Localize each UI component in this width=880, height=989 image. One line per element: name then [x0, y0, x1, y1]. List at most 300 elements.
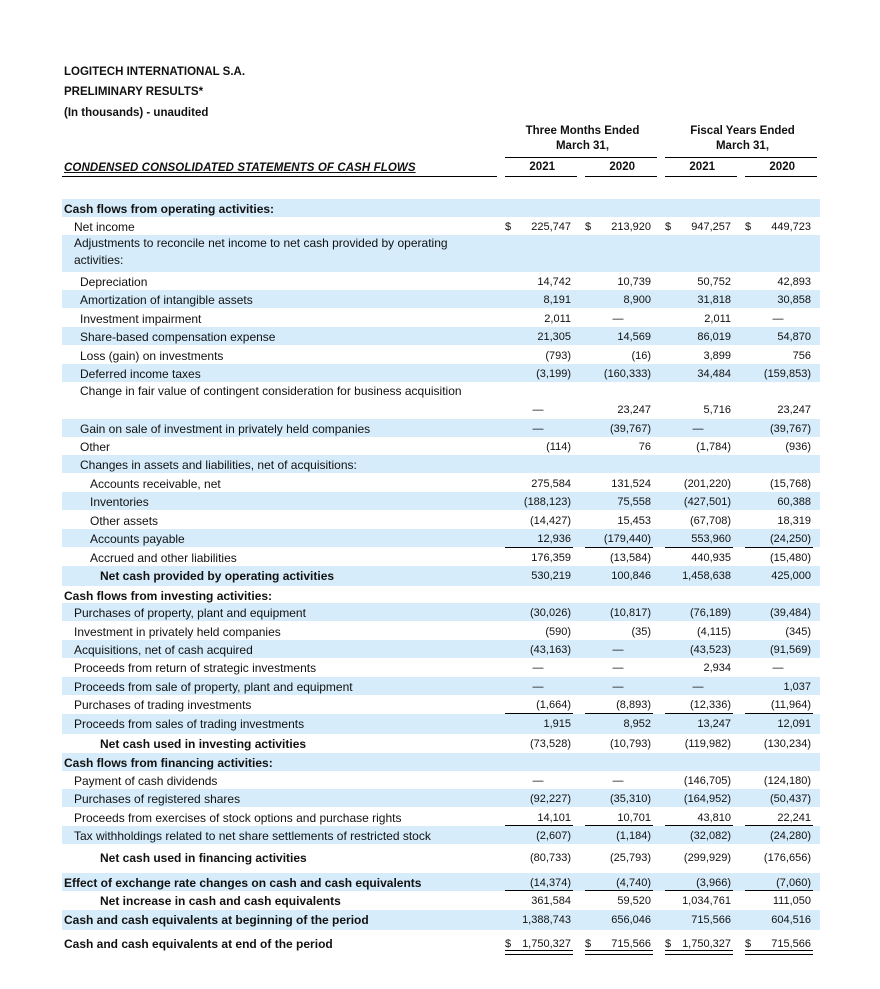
value-cell [505, 793, 571, 805]
currency-symbol: $ [585, 221, 592, 233]
value-cell [665, 552, 731, 564]
value-text: (35) [631, 626, 651, 638]
double-underline [505, 950, 573, 955]
value-cell [665, 294, 731, 306]
row-label: Change in fair value of contingent consideration for business acquisition [80, 384, 462, 398]
value-cell [665, 852, 731, 864]
row-label: Net cash used in investing activities [100, 737, 307, 751]
value-text: (39,484) [770, 607, 811, 619]
value-cell [745, 775, 811, 787]
header-rule [665, 176, 737, 177]
value-text: (793) [545, 350, 571, 362]
value-cell [745, 607, 811, 619]
value-text: (146,705) [683, 775, 731, 787]
value-cell [585, 644, 651, 656]
subtotal-rule [505, 713, 573, 714]
value-cell [745, 699, 811, 711]
value-cell [585, 738, 651, 750]
double-underline [745, 950, 813, 955]
value-text: (92,227) [530, 793, 571, 805]
row-label: Accrued and other liabilities [90, 551, 237, 565]
row-label: Proceeds from sales of trading investments [74, 717, 305, 731]
value-cell [665, 914, 731, 926]
value-text: 604,516 [771, 914, 811, 926]
value-text: (14,374) [530, 877, 571, 889]
value-text: 21,305 [537, 331, 571, 343]
value-text: 225,747 [531, 221, 571, 233]
value-cell [505, 830, 571, 842]
value-cell [505, 368, 571, 380]
value-cell [505, 533, 571, 545]
value-cell [665, 718, 731, 730]
value-cell [745, 441, 811, 453]
row-label: Investment in privately held companies [74, 625, 281, 639]
value-text: (11,964) [770, 699, 811, 711]
value-text: (188,123) [523, 496, 571, 508]
value-text: (114) [546, 441, 571, 453]
value-text: 10,739 [617, 276, 651, 288]
row-label: Other [80, 440, 111, 454]
value-cell [665, 368, 731, 380]
value-text: — [532, 681, 544, 693]
value-cell [665, 662, 731, 674]
value-cell [505, 852, 571, 864]
subtotal-rule [665, 547, 733, 548]
table-row [62, 586, 820, 604]
value-text: 34,484 [697, 368, 731, 380]
value-text: (39,767) [610, 423, 651, 435]
row-label: Net cash used in financing activities [100, 851, 307, 865]
value-cell [505, 644, 571, 656]
row-label: Loss (gain) on investments [80, 349, 224, 363]
value-text: (4,115) [696, 626, 731, 638]
value-text: — [532, 662, 544, 674]
value-text: — [532, 775, 544, 787]
value-text: (124,180) [763, 775, 811, 787]
value-text: 14,569 [617, 331, 651, 343]
value-text: (159,853) [763, 368, 811, 380]
header-rule [585, 176, 657, 177]
row-label: Payment of cash dividends [74, 774, 218, 788]
value-cell [745, 738, 811, 750]
year-header: 2021 [529, 161, 555, 173]
year-header: 2021 [689, 161, 715, 173]
value-cell [505, 662, 571, 674]
value-cell [665, 895, 731, 907]
value-text: 111,050 [772, 895, 811, 907]
total-rule [745, 890, 813, 891]
row-label: Depreciation [80, 275, 148, 289]
value-text: 18,319 [777, 515, 811, 527]
value-text: — [532, 404, 544, 416]
value-cell [745, 877, 811, 889]
value-text: 60,388 [777, 496, 811, 508]
value-text: 10,701 [617, 812, 651, 824]
value-text: (12,336) [690, 699, 731, 711]
value-text: (13,584) [610, 552, 651, 564]
row-label: Gain on sale of investment in privately held companies [80, 422, 371, 436]
value-cell [585, 570, 651, 582]
value-text: (15,768) [770, 478, 811, 490]
row-label: Accounts payable [90, 532, 185, 546]
value-cell [745, 313, 811, 325]
value-cell [505, 738, 571, 750]
value-cell [585, 478, 651, 490]
value-text: (16) [631, 350, 651, 362]
value-cell [745, 852, 811, 864]
value-text: (24,280) [770, 830, 811, 842]
value-cell [585, 368, 651, 380]
value-text: (32,082) [690, 830, 731, 842]
value-text: 425,000 [771, 570, 811, 582]
value-cell [745, 478, 811, 490]
value-text: (130,234) [763, 738, 811, 750]
currency-symbol: $ [665, 221, 672, 233]
value-text: (345) [785, 626, 811, 638]
year-header: 2020 [609, 161, 635, 173]
subtotal-rule [585, 825, 653, 826]
value-text: (24,250) [770, 533, 811, 545]
subtotal-rule [585, 713, 653, 714]
value-text: 1,034,761 [682, 895, 731, 907]
year-header: 2020 [769, 161, 795, 173]
value-text: (427,501) [683, 496, 731, 508]
value-cell [745, 662, 811, 674]
value-cell [505, 313, 571, 325]
value-cell [505, 515, 571, 527]
value-cell [665, 775, 731, 787]
value-cell [665, 496, 731, 508]
value-cell [745, 812, 811, 824]
value-cell [745, 793, 811, 805]
value-text: 756 [792, 350, 811, 362]
currency-symbol: $ [745, 938, 752, 950]
value-text: (73,528) [530, 738, 571, 750]
double-underline [585, 950, 653, 955]
value-cell [665, 626, 731, 638]
value-cell [505, 877, 571, 889]
value-text: 3,899 [703, 350, 731, 362]
value-cell [745, 423, 811, 435]
value-text: 15,453 [617, 515, 651, 527]
value-cell [585, 496, 651, 508]
group-underline [505, 157, 657, 158]
row-label: Purchases of trading investments [74, 698, 252, 712]
row-label: Effect of exchange rate changes on cash and cash equivalents [64, 876, 422, 890]
value-text: — [692, 681, 704, 693]
row-label: Cash flows from financing activities: [64, 756, 273, 770]
value-text: (10,817) [610, 607, 651, 619]
value-cell [665, 681, 731, 693]
value-cell [585, 775, 651, 787]
value-text: 12,091 [777, 718, 811, 730]
value-cell [505, 294, 571, 306]
subtotal-rule [665, 825, 733, 826]
value-cell [585, 662, 651, 674]
value-text: 23,247 [617, 404, 651, 416]
company-name: LOGITECH INTERNATIONAL S.A. [64, 66, 246, 78]
value-cell [745, 552, 811, 564]
row-label: Investment impairment [80, 312, 202, 326]
value-text: 76 [638, 441, 651, 453]
row-label: Proceeds from sale of property, plant and equipment [74, 680, 353, 694]
value-cell [665, 441, 731, 453]
value-cell [745, 496, 811, 508]
value-cell [505, 681, 571, 693]
units-note: (In thousands) - unaudited [64, 107, 209, 119]
value-cell [505, 938, 571, 950]
value-text: 1,915 [543, 718, 571, 730]
value-text: 176,359 [531, 552, 571, 564]
value-cell [745, 368, 811, 380]
value-text: (8,893) [616, 699, 651, 711]
value-cell [585, 699, 651, 711]
value-cell [585, 423, 651, 435]
value-cell [745, 895, 811, 907]
value-cell [505, 478, 571, 490]
value-text: — [612, 662, 624, 674]
subtotal-rule [745, 547, 813, 548]
value-cell [665, 938, 731, 950]
value-cell [505, 423, 571, 435]
value-text: 54,870 [777, 331, 811, 343]
value-text: (80,733) [530, 852, 571, 864]
value-cell [745, 294, 811, 306]
value-text: (176,656) [763, 852, 811, 864]
table-row [62, 235, 820, 272]
row-label: Purchases of property, plant and equipment [74, 606, 306, 620]
value-cell [665, 515, 731, 527]
value-cell [665, 350, 731, 362]
value-text: 59,520 [617, 895, 651, 907]
subtotal-rule [745, 713, 813, 714]
value-text: 22,241 [777, 812, 811, 824]
value-cell [505, 812, 571, 824]
value-text: (164,952) [683, 793, 731, 805]
value-cell [745, 221, 811, 233]
value-text: 14,101 [537, 812, 571, 824]
value-cell [585, 812, 651, 824]
value-cell [585, 276, 651, 288]
value-cell [665, 404, 731, 416]
value-text: (10,793) [610, 738, 651, 750]
value-cell [585, 313, 651, 325]
value-cell [745, 515, 811, 527]
value-cell [585, 793, 651, 805]
currency-symbol: $ [505, 221, 512, 233]
value-cell [505, 718, 571, 730]
value-text: 213,920 [611, 221, 651, 233]
row-label: Purchases of registered shares [74, 792, 241, 806]
value-text: — [612, 644, 624, 656]
value-cell [505, 221, 571, 233]
total-rule [585, 890, 653, 891]
value-cell [505, 496, 571, 508]
subtotal-rule [505, 825, 573, 826]
value-cell [585, 515, 651, 527]
value-text: (76,189) [690, 607, 731, 619]
value-text: 8,952 [623, 718, 651, 730]
value-cell [745, 350, 811, 362]
value-text: (7,060) [776, 877, 811, 889]
row-label: Net increase in cash and cash equivalents [100, 894, 341, 908]
value-text: 14,742 [537, 276, 571, 288]
value-cell [745, 830, 811, 842]
value-text: 715,566 [611, 938, 651, 950]
value-text: 361,584 [531, 895, 571, 907]
value-cell [665, 830, 731, 842]
subtotal-rule [505, 547, 573, 548]
value-text: (179,440) [603, 533, 651, 545]
total-rule [505, 890, 573, 891]
value-text: (1,784) [696, 441, 731, 453]
value-cell [585, 895, 651, 907]
row-label: Cash flows from investing activities: [64, 589, 273, 603]
value-cell [745, 331, 811, 343]
value-cell [745, 533, 811, 545]
value-cell [585, 552, 651, 564]
group-underline [665, 157, 817, 158]
value-text: 947,257 [691, 221, 731, 233]
row-label: Accounts receivable, net [90, 477, 221, 491]
value-cell [585, 626, 651, 638]
value-text: 2,011 [544, 313, 571, 325]
table-row [62, 199, 820, 217]
value-cell [665, 276, 731, 288]
value-cell [585, 294, 651, 306]
value-cell [585, 404, 651, 416]
value-cell [585, 221, 651, 233]
value-text: 530,219 [531, 570, 571, 582]
statement-title: CONDENSED CONSOLIDATED STATEMENTS OF CASH FLOWS [64, 162, 416, 174]
value-text: — [532, 423, 544, 435]
value-text: 42,893 [777, 276, 811, 288]
value-cell [745, 404, 811, 416]
value-cell [745, 914, 811, 926]
value-cell [585, 607, 651, 619]
value-text: (201,220) [683, 478, 731, 490]
header-rule [62, 176, 497, 177]
value-cell [585, 718, 651, 730]
value-text: 43,810 [697, 812, 731, 824]
value-text: 5,716 [703, 404, 731, 416]
value-text: 553,960 [691, 533, 731, 545]
header-rule [745, 176, 817, 177]
value-text: (936) [785, 441, 811, 453]
value-cell [585, 350, 651, 362]
value-text: — [772, 662, 784, 674]
value-cell [505, 331, 571, 343]
double-underline [665, 950, 733, 955]
value-text: 30,858 [777, 294, 811, 306]
value-cell [665, 644, 731, 656]
value-text: 275,584 [531, 478, 571, 490]
value-cell [665, 812, 731, 824]
value-text: 1,037 [783, 681, 811, 693]
value-text: 1,388,743 [522, 914, 571, 926]
value-text: (2,607) [536, 830, 571, 842]
row-label: Net cash provided by operating activities [100, 569, 335, 583]
value-cell [505, 552, 571, 564]
value-text: (1,664) [536, 699, 571, 711]
value-text: — [612, 775, 624, 787]
value-text: 100,846 [611, 570, 651, 582]
row-label: Proceeds from return of strategic investments [74, 661, 317, 675]
row-label: Cash and cash equivalents at beginning of the period [64, 913, 369, 927]
value-cell [505, 404, 571, 416]
value-cell [585, 331, 651, 343]
value-text: — [692, 423, 704, 435]
value-cell [505, 775, 571, 787]
value-text: 2,011 [704, 313, 731, 325]
value-text: (119,982) [684, 738, 731, 750]
value-cell [665, 313, 731, 325]
column-group-label: Three Months Ended [525, 125, 640, 137]
value-text: (91,569) [770, 644, 811, 656]
value-text: (50,437) [770, 793, 811, 805]
value-text: (14,427) [530, 515, 571, 527]
value-cell [665, 570, 731, 582]
value-text: — [612, 681, 624, 693]
value-cell [665, 221, 731, 233]
value-text: 23,247 [777, 404, 811, 416]
value-text: (1,184) [616, 830, 651, 842]
row-label: Inventories [90, 495, 149, 509]
value-text: 50,752 [697, 276, 731, 288]
column-group-fiscal-years [665, 125, 820, 152]
value-cell [585, 533, 651, 545]
row-label: Cash flows from operating activities: [64, 202, 275, 216]
value-text: (4,740) [616, 877, 651, 889]
value-cell [745, 938, 811, 950]
value-cell [665, 533, 731, 545]
value-cell [505, 914, 571, 926]
value-cell [585, 914, 651, 926]
row-label: Acquisitions, net of cash acquired [74, 643, 253, 657]
value-text: (43,163) [530, 644, 571, 656]
value-text: (25,793) [610, 852, 651, 864]
value-text: 86,019 [697, 331, 731, 343]
currency-symbol: $ [745, 221, 752, 233]
value-text: (299,929) [683, 852, 731, 864]
subtotal-rule [745, 825, 813, 826]
value-cell [665, 607, 731, 619]
value-cell [585, 877, 651, 889]
value-cell [585, 938, 651, 950]
value-text: 131,524 [611, 478, 651, 490]
value-cell [585, 681, 651, 693]
report-subtitle: PRELIMINARY RESULTS* [64, 86, 204, 98]
value-text: — [612, 313, 624, 325]
value-text: 75,558 [617, 496, 651, 508]
currency-symbol: $ [505, 938, 512, 950]
value-text: (67,708) [690, 515, 731, 527]
value-cell [505, 626, 571, 638]
value-cell [505, 570, 571, 582]
value-cell [745, 681, 811, 693]
value-cell [505, 607, 571, 619]
value-text: — [772, 313, 784, 325]
value-cell [665, 699, 731, 711]
value-text: (590) [545, 626, 571, 638]
header-rule [505, 176, 577, 177]
value-text: 1,750,327 [682, 938, 731, 950]
value-cell [665, 478, 731, 490]
value-text: 13,247 [697, 718, 731, 730]
value-cell [585, 852, 651, 864]
value-cell [745, 644, 811, 656]
value-text: 1,458,638 [682, 570, 731, 582]
